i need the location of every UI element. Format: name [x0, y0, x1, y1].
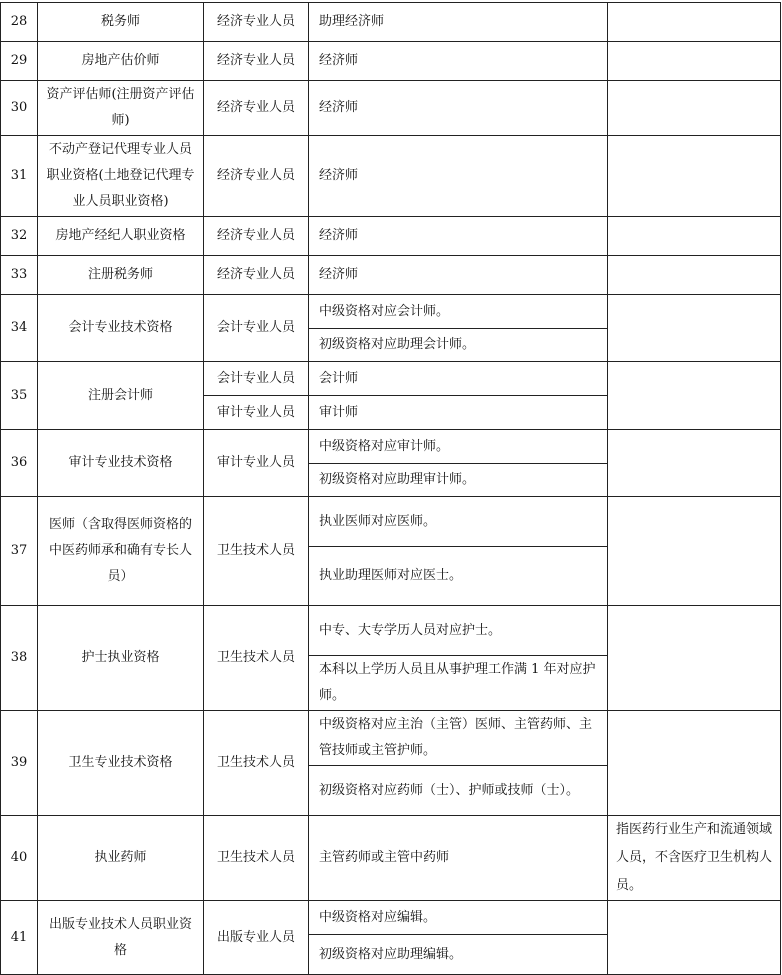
row-number: 28: [1, 3, 38, 42]
remark: [608, 711, 781, 816]
staff-category: 卫生技术人员: [204, 711, 309, 816]
qualification-name: 护士执业资格: [38, 606, 204, 711]
title-level: 经济师: [309, 256, 608, 295]
table-row: [1, 3, 781, 42]
remark: [608, 497, 781, 606]
qualification-name: 房地产经纪人职业资格: [38, 217, 204, 256]
remark: [608, 606, 781, 711]
title-level: 初级资格对应药师（士）、护师或技师（士）。: [309, 766, 608, 816]
title-level: 执业助理医师对应医士。: [309, 547, 608, 606]
staff-category: 审计专业人员: [204, 430, 309, 497]
staff-category: 卫生技术人员: [204, 606, 309, 711]
row-number: 41: [1, 901, 38, 975]
table-row: [1, 711, 781, 766]
staff-category: 卫生技术人员: [204, 497, 309, 606]
staff-category: 经济专业人员: [204, 217, 309, 256]
title-level: 中级资格对应会计师。: [309, 295, 608, 329]
row-number: 30: [1, 81, 38, 136]
table-row: [1, 362, 781, 396]
table-row: [1, 256, 781, 295]
title-level: 初级资格对应助理编辑。: [309, 935, 608, 975]
remark: 指医药行业生产和流通领域人员，不含医疗卫生机构人员。: [608, 816, 781, 901]
table-row: [1, 430, 781, 464]
title-level: 经济师: [309, 217, 608, 256]
title-level: 初级资格对应助理会计师。: [309, 329, 608, 362]
staff-category: 卫生技术人员: [204, 816, 309, 901]
row-number: 37: [1, 497, 38, 606]
table-row: [1, 81, 781, 136]
table-row: [1, 606, 781, 656]
staff-category: 经济专业人员: [204, 42, 309, 81]
qualification-name: 不动产登记代理专业人员职业资格(土地登记代理专业人员职业资格): [38, 136, 204, 217]
title-level: 会计师: [309, 362, 608, 396]
staff-category: 经济专业人员: [204, 256, 309, 295]
title-level: 经济师: [309, 81, 608, 136]
remark: [608, 295, 781, 362]
title-level: 中专、大专学历人员对应护士。: [309, 606, 608, 656]
qualification-name: 审计专业技术资格: [38, 430, 204, 497]
remark: [608, 136, 781, 217]
row-number: 31: [1, 136, 38, 217]
staff-category: 经济专业人员: [204, 3, 309, 42]
title-level: 中级资格对应审计师。: [309, 430, 608, 464]
qualification-name: 卫生专业技术资格: [38, 711, 204, 816]
title-level: 主管药师或主管中药师: [309, 816, 608, 901]
row-number: 32: [1, 217, 38, 256]
qualification-name: 出版专业技术人员职业资格: [38, 901, 204, 975]
row-number: 38: [1, 606, 38, 711]
remark: [608, 901, 781, 975]
qualification-name: 税务师: [38, 3, 204, 42]
title-level: 中级资格对应主治（主管）医师、主管药师、主管技师或主管护师。: [309, 711, 608, 766]
staff-category: 经济专业人员: [204, 136, 309, 217]
row-number: 36: [1, 430, 38, 497]
remark: [608, 81, 781, 136]
remark: [608, 362, 781, 430]
qualification-name: 执业药师: [38, 816, 204, 901]
qualification-name: 房地产估价师: [38, 42, 204, 81]
table-row: [1, 901, 781, 935]
table-row: [1, 816, 781, 901]
qualification-table: [0, 2, 781, 975]
row-number: 39: [1, 711, 38, 816]
title-level: 经济师: [309, 42, 608, 81]
remark: [608, 42, 781, 81]
title-level: 助理经济师: [309, 3, 608, 42]
table-row: [1, 136, 781, 217]
row-number: 34: [1, 295, 38, 362]
table-row: [1, 217, 781, 256]
row-number: 35: [1, 362, 38, 430]
table-body: [1, 3, 781, 975]
remark: [608, 256, 781, 295]
staff-category: 经济专业人员: [204, 81, 309, 136]
remark: [608, 3, 781, 42]
table-row: [1, 42, 781, 81]
remark: [608, 430, 781, 497]
title-level: 初级资格对应助理审计师。: [309, 464, 608, 497]
staff-category: 会计专业人员: [204, 295, 309, 362]
table-row: [1, 295, 781, 329]
title-level: 审计师: [309, 396, 608, 430]
table-row: [1, 497, 781, 547]
title-level: 中级资格对应编辑。: [309, 901, 608, 935]
row-number: 33: [1, 256, 38, 295]
qualification-name: 医师（含取得医师资格的中医药师承和确有专长人员）: [38, 497, 204, 606]
title-level: 执业医师对应医师。: [309, 497, 608, 547]
qualification-name: 注册税务师: [38, 256, 204, 295]
qualification-name: 注册会计师: [38, 362, 204, 430]
qualification-name: 资产评估师(注册资产评估师): [38, 81, 204, 136]
staff-category: 审计专业人员: [204, 396, 309, 430]
row-number: 29: [1, 42, 38, 81]
staff-category: 会计专业人员: [204, 362, 309, 396]
remark: [608, 217, 781, 256]
title-level: 经济师: [309, 136, 608, 217]
qualification-name: 会计专业技术资格: [38, 295, 204, 362]
title-level: 本科以上学历人员且从事护理工作满 1 年对应护师。: [309, 656, 608, 711]
row-number: 40: [1, 816, 38, 901]
staff-category: 出版专业人员: [204, 901, 309, 975]
